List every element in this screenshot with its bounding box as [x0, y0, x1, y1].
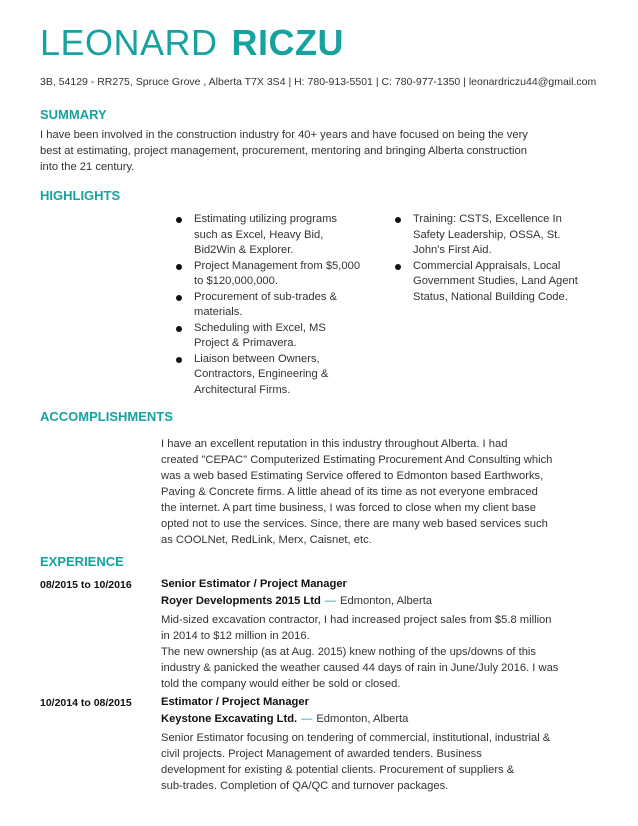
job-company: [161, 713, 408, 725]
job-description-line: in 2014 to $12 million in 2016.: [161, 630, 310, 642]
list-item: [174, 212, 374, 259]
job-description-line: industry & panicked the weather caused 44 days of rain in June/July 2016. I was: [161, 662, 559, 674]
list-item-line: Safety Leadership, OSSA, St.: [413, 228, 561, 241]
highlights-heading: HIGHLIGHTS: [40, 188, 121, 203]
accomplishments-heading: ACCOMPLISHMENTS: [40, 409, 173, 424]
job-description-line: development for existing & potential clients. Procurement of suppliers &: [161, 764, 515, 776]
list-item: [174, 321, 374, 352]
list-item-line: Status, National Building Code.: [413, 290, 568, 303]
summary-text: [40, 127, 528, 175]
accomplishments-line: created "CEPAC" Computerized Estimating Procurement And Consulting which: [161, 454, 553, 466]
separator-dash: —: [324, 595, 336, 607]
bullet-icon: [395, 264, 401, 270]
list-item-line: such as Excel, Heavy Bid,: [194, 228, 324, 241]
job-description-line: civil projects. Project Management of awarded tenders. Business: [161, 748, 482, 760]
list-item-line: Estimating utilizing programs: [194, 213, 338, 225]
list-item-line: Liaison between Owners,: [194, 352, 320, 365]
list-item-line: Commercial Appraisals, Local: [413, 259, 561, 272]
job-description-line: told the company would either be sold or closed.: [161, 678, 401, 690]
list-item-line: Project Management from $5,000: [194, 259, 361, 272]
accomplishments-line: as COOLNet, RedLink, Merx, Caisnet, etc.: [161, 534, 372, 546]
list-item-line: Procurement of sub-trades &: [194, 290, 338, 303]
list-item-line: Architectural Firms.: [194, 383, 291, 396]
accomplishments-line: I have an excellent reputation in this industry throughout Alberta. I had: [161, 438, 508, 450]
job-location: Edmonton, Alberta: [339, 595, 433, 607]
list-item-line: Scheduling with Excel, MS: [194, 321, 326, 334]
job-description-line: Mid-sized excavation contractor, I had increased project sales from $5.8 million: [161, 614, 552, 626]
summary-line: I have been involved in the construction industry for 40+ years and have focused on being the very: [40, 129, 528, 141]
list-item-line: Project & Primavera.: [194, 337, 297, 349]
list-item-line: Government Studies, Land Agent: [413, 275, 578, 287]
contact-info: 3B, 54129 - RR275, Spruce Grove , Alberta T7X 3S4 | H: 780-913-5501 | C: 780-977-1350 | leonardriczu44@gmail.com: [40, 76, 597, 88]
job-description-line: The new ownership (as at Aug. 2015) knew nothing of the ups/downs of this: [161, 646, 537, 658]
bullet-icon: [395, 217, 401, 223]
list-item: [393, 212, 593, 259]
bullet-icon: [176, 357, 182, 363]
list-item-line: to $120,000,000.: [194, 275, 278, 287]
job-title: Senior Estimator / Project Manager: [161, 578, 347, 590]
experience-heading: EXPERIENCE: [40, 554, 124, 569]
list-item: [174, 290, 374, 321]
accomplishments-line: Paving & Concrete firms. A little ahead of its time as not everyone embraced: [161, 486, 538, 498]
accomplishments-line: opted not to use the services. Since, there are many web based services such: [161, 518, 548, 530]
summary-line: into the 21 century.: [40, 161, 135, 173]
summary-heading: SUMMARY: [40, 107, 107, 122]
list-item: [393, 259, 593, 306]
accomplishments-text: [161, 436, 552, 548]
job-description: [161, 612, 558, 692]
job-description-line: sub-trades. Completion of QA/QC and turnover packages.: [161, 780, 449, 792]
list-item-line: Training: CSTS, Excellence In: [413, 213, 562, 225]
candidate-name: [40, 22, 344, 64]
list-item-line: materials.: [194, 306, 243, 318]
list-item-line: Contractors, Engineering &: [194, 368, 329, 380]
job-title: Estimator / Project Manager: [161, 696, 309, 708]
last-name: RICZU: [231, 22, 345, 63]
job-company: [161, 595, 432, 607]
separator-dash: —: [301, 713, 313, 725]
summary-line: best at estimating, project management, procurement, mentoring and bringing Alberta construction: [40, 145, 527, 157]
job-location: Edmonton, Alberta: [316, 713, 409, 725]
bullet-icon: [176, 264, 182, 270]
job-dates: 08/2015 to 10/2016: [40, 579, 132, 591]
list-item-line: Bid2Win & Explorer.: [194, 244, 294, 256]
bullet-icon: [176, 217, 182, 223]
list-item-line: John's First Aid.: [413, 244, 492, 256]
job-description-line: Senior Estimator focusing on tendering of commercial, institutional, industrial &: [161, 732, 551, 744]
first-name: LEONARD: [40, 22, 218, 63]
highlights-list-left: [174, 212, 374, 398]
list-item: [174, 352, 374, 399]
highlights-list-right: [393, 212, 593, 305]
accomplishments-line: the internet. A part time business, I was forced to close when my client base: [161, 502, 536, 514]
list-item: [174, 259, 374, 290]
company-name: Keystone Excavating Ltd.: [161, 713, 298, 725]
bullet-icon: [176, 295, 182, 301]
job-dates: 10/2014 to 08/2015: [40, 697, 132, 709]
accomplishments-line: was a web based Estimating Service offered to Edmonton based Earthworks,: [161, 470, 544, 482]
company-name: Royer Developments 2015 Ltd: [161, 595, 321, 607]
job-description: [161, 730, 550, 794]
bullet-icon: [176, 326, 182, 332]
